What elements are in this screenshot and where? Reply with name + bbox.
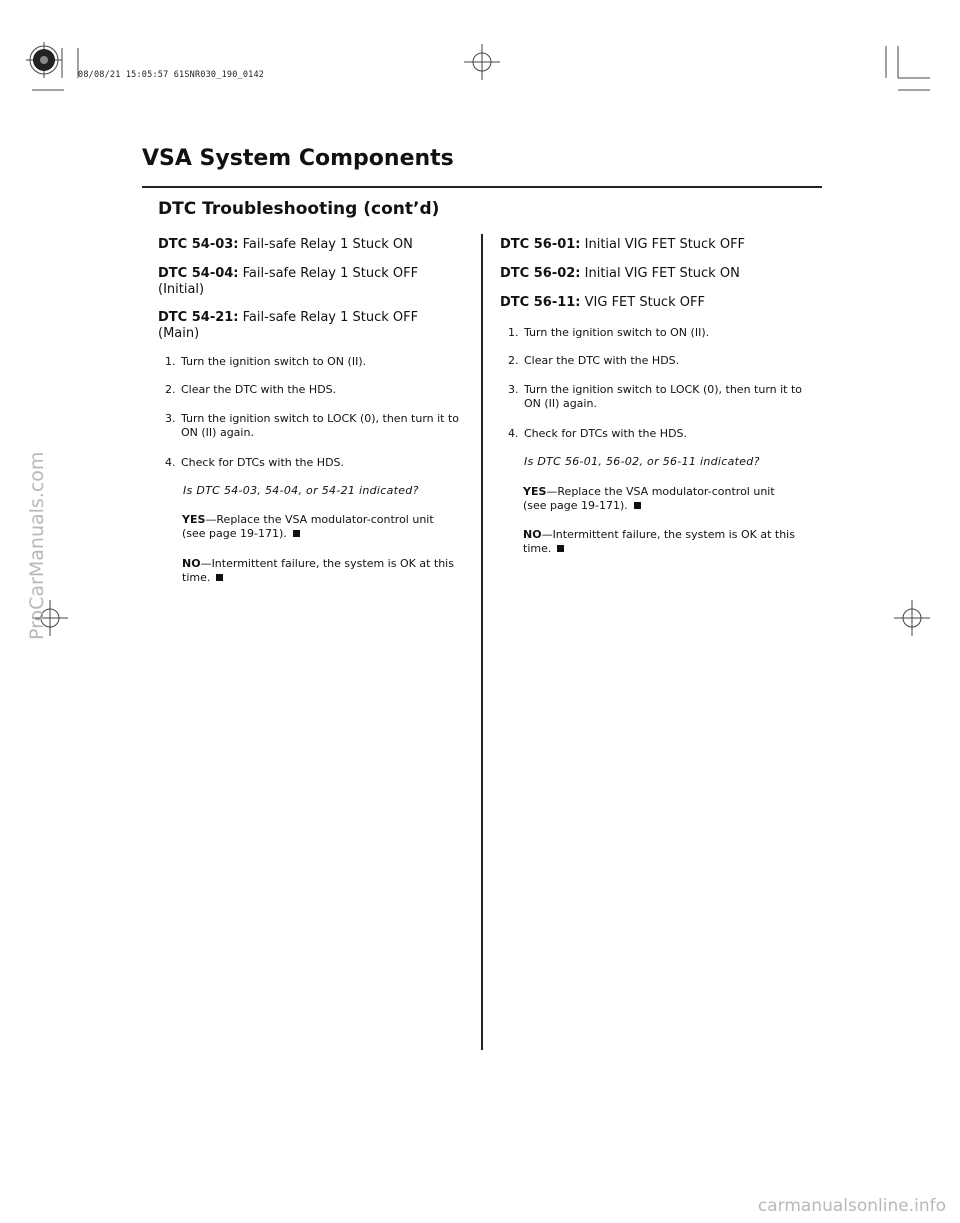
no-text: Intermittent failure, the system is OK at this (211, 557, 454, 570)
yes-text-cont: (see page 19-171). (523, 499, 628, 512)
step-text: Clear the DTC with the HDS. (181, 383, 337, 396)
dtc-entry-56-02 (500, 266, 820, 282)
dtc-code: DTC 54-04: (158, 266, 239, 281)
end-mark-icon (557, 545, 564, 552)
yes-label: YES (523, 485, 547, 498)
step-1 (508, 326, 828, 340)
no-text: Intermittent failure, the system is OK at this (552, 528, 795, 541)
step-number: 4. (508, 427, 519, 440)
step-text: Turn the ignition switch to ON (II). (524, 326, 710, 339)
step-text: Check for DTCs with the HDS. (524, 427, 688, 440)
dtc-description: Initial VIG FET Stuck ON (580, 266, 740, 281)
dtc-description: Fail-safe Relay 1 Stuck OFF (238, 310, 419, 325)
dtc-description-cont: (Main) (158, 326, 200, 341)
yes-answer: YES—Replace the VSA modulator-control unit (see page 19-171). (523, 485, 775, 512)
diagnostic-question: Is DTC 54-03, 54-04, or 54-21 indicated? (183, 484, 419, 497)
no-text-cont: time. (523, 542, 552, 555)
step-number: 1. (508, 326, 519, 339)
step-text-cont: ON (II) again. (524, 397, 597, 410)
yes-text: Replace the VSA modulator-control unit (216, 513, 434, 526)
step-number: 3. (165, 412, 176, 425)
diagnostic-question: Is DTC 56-01, 56-02, or 56-11 indicated? (524, 455, 760, 468)
end-mark-icon (634, 502, 641, 509)
no-label: NO (523, 528, 542, 541)
dtc-description: Fail-safe Relay 1 Stuck ON (238, 237, 413, 252)
yes-text-cont: (see page 19-171). (182, 527, 287, 540)
step-4 (508, 427, 828, 441)
section-subtitle: DTC Troubleshooting (cont’d) (158, 199, 440, 219)
step-4 (165, 456, 475, 470)
dtc-entry-54-21 (158, 310, 468, 342)
end-mark-icon (216, 574, 223, 581)
no-answer: NO—Intermittent failure, the system is OK at this time. (523, 528, 795, 555)
dtc-entry-56-01 (500, 237, 820, 253)
step-text: Turn the ignition switch to LOCK (0), then turn it to (524, 383, 803, 396)
step-number: 2. (165, 383, 176, 396)
dtc-code: DTC 56-02: (500, 266, 581, 281)
dtc-code: DTC 54-21: (158, 310, 239, 325)
yes-label: YES (182, 513, 206, 526)
end-mark-icon (293, 530, 300, 537)
step-number: 2. (508, 354, 519, 367)
step-3 (165, 412, 475, 440)
header-rule (142, 186, 822, 188)
yes-text: Replace the VSA modulator-control unit (557, 485, 775, 498)
dtc-code: DTC 56-11: (500, 295, 581, 310)
watermark-left: ProCarManuals.com (26, 451, 48, 640)
watermark-bottom: carmanualsonline.info (757, 1196, 946, 1216)
page-title: VSA System Components (142, 146, 454, 171)
column-divider (481, 234, 483, 1050)
step-text: Turn the ignition switch to ON (II). (181, 355, 367, 368)
dtc-entry-56-11 (500, 295, 820, 311)
yes-answer: YES—Replace the VSA modulator-control unit (see page 19-171). (182, 513, 434, 540)
step-text-cont: ON (II) again. (181, 426, 254, 439)
dtc-entry-54-03 (158, 237, 468, 253)
step-1 (165, 355, 475, 369)
no-answer: NO—Intermittent failure, the system is OK at this time. (182, 557, 454, 584)
step-2 (508, 354, 828, 368)
no-text-cont: time. (182, 571, 211, 584)
dtc-description: VIG FET Stuck OFF (580, 295, 705, 310)
dtc-code: DTC 56-01: (500, 237, 581, 252)
step-text: Check for DTCs with the HDS. (181, 456, 345, 469)
step-text: Clear the DTC with the HDS. (524, 354, 680, 367)
dtc-description-cont: (Initial) (158, 282, 205, 297)
print-stamp: 08/08/21 15:05:57 61SNR030_190_0142 (78, 70, 265, 80)
step-2 (165, 383, 475, 397)
dtc-description: Initial VIG FET Stuck OFF (580, 237, 746, 252)
step-text: Turn the ignition switch to LOCK (0), then turn it to (181, 412, 460, 425)
no-label: NO (182, 557, 201, 570)
step-number: 1. (165, 355, 176, 368)
dtc-description: Fail-safe Relay 1 Stuck OFF (238, 266, 419, 281)
step-3 (508, 383, 828, 411)
step-number: 4. (165, 456, 176, 469)
dtc-code: DTC 54-03: (158, 237, 239, 252)
dtc-entry-54-04 (158, 266, 468, 298)
step-number: 3. (508, 383, 519, 396)
